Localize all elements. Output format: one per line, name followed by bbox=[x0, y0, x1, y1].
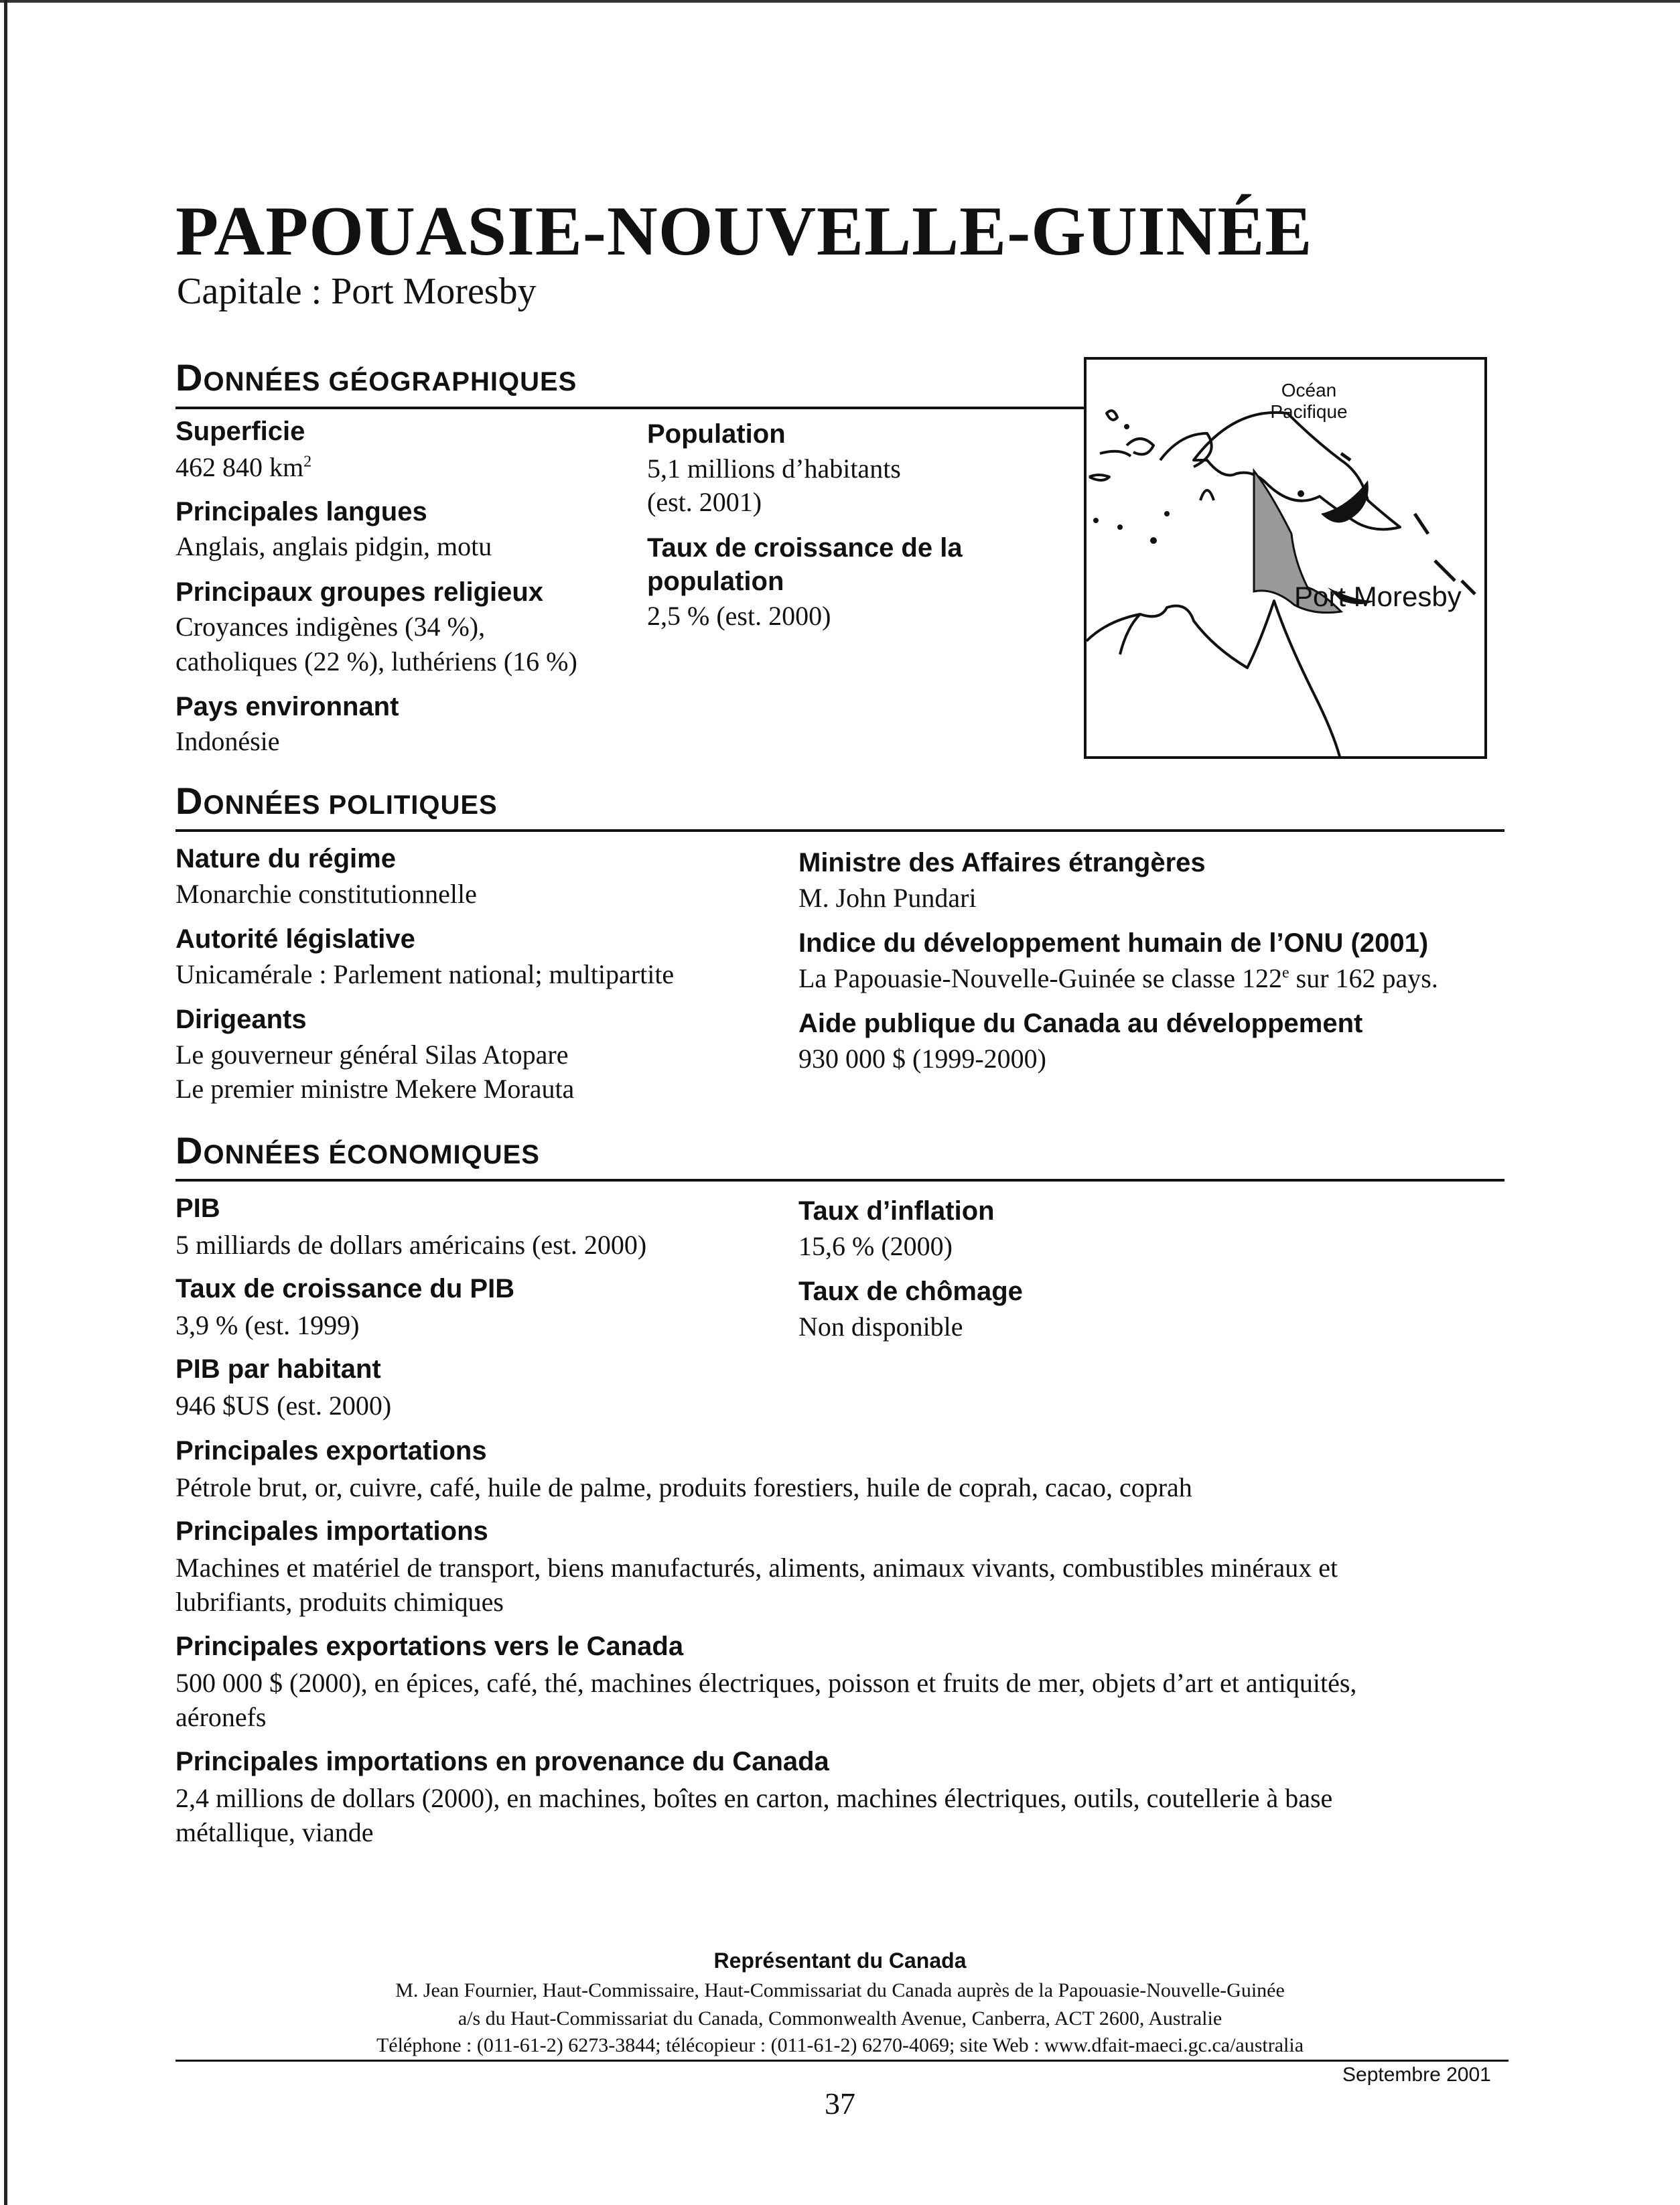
aide-value: 930 000 $ (1999-2000) bbox=[798, 1044, 1046, 1074]
legislative-value: Unicamérale : Parlement national; multipartite bbox=[176, 959, 675, 989]
island-dot bbox=[1150, 537, 1157, 544]
map-ocean-label: Océan Pacifique bbox=[1270, 380, 1348, 423]
section-heading-pol: DONNÉES POLITIQUES bbox=[176, 780, 498, 822]
inflation-value: 15,6 % (2000) bbox=[798, 1231, 953, 1261]
australia-coast bbox=[1087, 601, 1361, 756]
section-heading-eco: DONNÉES ÉCONOMIQUES bbox=[176, 1129, 540, 1171]
footer-date: Septembre 2001 bbox=[1342, 2064, 1491, 2086]
footer-rule bbox=[176, 2060, 1509, 2062]
island-dot bbox=[1117, 524, 1123, 530]
island-dot bbox=[1124, 424, 1129, 429]
legislative-label: Autorité législative bbox=[176, 924, 415, 954]
inflation-label: Taux d’inflation bbox=[798, 1196, 995, 1226]
superficie-label: Superficie bbox=[176, 417, 305, 446]
imports-line2: lubrifiants, produits chimiques bbox=[176, 1587, 504, 1617]
superficie-value: 462 840 $km^2$ bbox=[176, 452, 312, 482]
idh-label: Indice du développement humain de l’ONU (2001) bbox=[798, 928, 1429, 958]
religions-label: Principaux groupes religieux bbox=[176, 577, 544, 607]
exports-ca-line1: 500 000 $ (2000), en épices, café, thé, machines électriques, poisson et fruits de mer, objets d’art et antiquités, bbox=[176, 1668, 1357, 1698]
pib-label: PIB bbox=[176, 1194, 220, 1223]
langues-value: Anglais, anglais pidgin, motu bbox=[176, 531, 492, 561]
dirigeants-label: Dirigeants bbox=[176, 1005, 307, 1034]
chomage-value: Non disponible bbox=[798, 1311, 963, 1342]
section-rule-pol bbox=[176, 829, 1504, 832]
idh-value: La Papouasie-Nouvelle-Guinée se classe 122e sur 162 pays. bbox=[798, 963, 1438, 993]
new-guinea-outline bbox=[1194, 413, 1400, 529]
island-shape bbox=[1107, 411, 1117, 420]
imports-ca-line1: 2,4 millions de dollars (2000), en machines, boîtes en carton, machines électriques, outils, coutellerie à base bbox=[176, 1783, 1333, 1813]
croissance-pop-value: 2,5 % (est. 2000) bbox=[647, 601, 831, 631]
regime-label: Nature du régime bbox=[176, 844, 396, 873]
australia-coast bbox=[1120, 614, 1140, 654]
footer-line-1: M. Jean Fournier, Haut-Commissaire, Haut-Commissariat du Canada auprès de la Papouasie-Nouvelle-Guinée bbox=[395, 1979, 1285, 2001]
croissance-pib-label: Taux de croissance du PIB bbox=[176, 1274, 515, 1303]
chomage-label: Taux de chômage bbox=[798, 1277, 1023, 1306]
voisins-value: Indonésie bbox=[176, 726, 280, 756]
religions-line1: Croyances indigènes (34 %), bbox=[176, 612, 486, 642]
imports-ca-label: Principales importations en provenance du Canada bbox=[176, 1747, 829, 1776]
footer-line-2: a/s du Haut-Commissariat du Canada, Commonwealth Avenue, Canberra, ACT 2600, Australie bbox=[458, 2007, 1222, 2030]
locator-map bbox=[1084, 357, 1487, 759]
section-rule-eco bbox=[176, 1179, 1504, 1182]
croissance-pop-label-2: population bbox=[647, 567, 784, 596]
exports-label: Principales exportations bbox=[176, 1436, 487, 1466]
pib-hab-label: PIB par habitant bbox=[176, 1354, 381, 1384]
regime-value: Monarchie constitutionnelle bbox=[176, 879, 477, 909]
population-label: Population bbox=[647, 419, 786, 449]
island-dot bbox=[1093, 518, 1099, 523]
exports-ca-line2: aéronefs bbox=[176, 1702, 267, 1732]
island-shape bbox=[1200, 490, 1214, 500]
exports-ca-label: Principales exportations vers le Canada bbox=[176, 1632, 684, 1661]
footer-heading: Représentant du Canada bbox=[713, 1948, 967, 1973]
dirigeants-line1: Le gouverneur général Silas Atopare bbox=[176, 1040, 569, 1070]
map-city-label: Port Moresby bbox=[1294, 581, 1462, 612]
imports-ca-line2: métallique, viande bbox=[176, 1817, 374, 1847]
croissance-pib-value: 3,9 % (est. 1999) bbox=[176, 1310, 360, 1340]
langues-label: Principales langues bbox=[176, 497, 427, 526]
island-shape bbox=[1160, 433, 1212, 467]
section-heading-geo: DONNÉES GÉOGRAPHIQUES bbox=[176, 356, 577, 399]
island-dot bbox=[1298, 490, 1304, 497]
exports-value: Pétrole brut, or, cuivre, café, huile de palme, produits forestiers, huile de coprah, cacao, coprah bbox=[176, 1472, 1192, 1502]
page-title: PAPOUASIE-NOUVELLE-GUINÉE bbox=[176, 192, 1313, 270]
voisins-label: Pays environnant bbox=[176, 692, 399, 721]
imports-line1: Machines et matériel de transport, biens manufacturés, aliments, animaux vivants, combustibles minéraux et bbox=[176, 1553, 1338, 1583]
ministre-value: M. John Pundari bbox=[798, 883, 977, 913]
dirigeants-line2: Le premier ministre Mekere Morauta bbox=[176, 1074, 575, 1104]
pib-value: 5 milliards de dollars américains (est. 2000) bbox=[176, 1230, 647, 1260]
population-line1: 5,1 millions d’habitants bbox=[647, 453, 901, 484]
ministre-label: Ministre des Affaires étrangères bbox=[798, 848, 1206, 877]
page-number: 37 bbox=[825, 2086, 855, 2121]
capital-line: Capitale : Port Moresby bbox=[177, 271, 537, 312]
page-left-edge bbox=[4, 0, 7, 2205]
section-rule-geo bbox=[176, 407, 1084, 409]
island-shape bbox=[1100, 439, 1153, 456]
population-line2: (est. 2001) bbox=[647, 487, 762, 517]
island-shape bbox=[1089, 475, 1109, 480]
aide-label: Aide publique du Canada au développement bbox=[798, 1009, 1363, 1038]
page-top-border bbox=[0, 0, 1680, 3]
footer-line-3: Téléphone : (011-61-2) 6273-3844; télécopieur : (011-61-2) 6270-4069; site Web : www.dfait-maeci.gc.ca/australia bbox=[376, 2034, 1304, 2056]
pib-hab-value: 946 $US (est. 2000) bbox=[176, 1391, 392, 1421]
imports-label: Principales importations bbox=[176, 1516, 488, 1546]
religions-line2: catholiques (22 %), luthériens (16 %) bbox=[176, 646, 577, 677]
island-dot bbox=[1164, 511, 1170, 516]
croissance-pop-label-1: Taux de croissance de la bbox=[647, 533, 963, 563]
